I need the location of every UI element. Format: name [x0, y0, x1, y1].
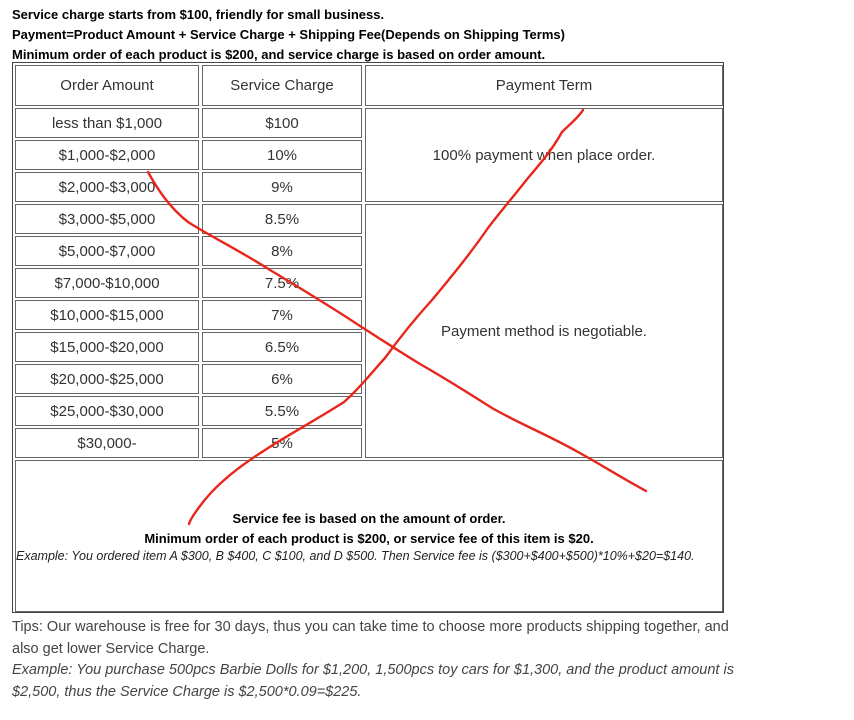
- table-row-charge: 5%: [202, 428, 362, 458]
- table-row-amount: $2,000-$3,000: [15, 172, 199, 202]
- table-row-amount: $25,000-$30,000: [15, 396, 199, 426]
- service-fee-note: [15, 460, 723, 612]
- tips-text: Tips: Our warehouse is free for 30 days, thus you can take time to choose more products shipping together, and also get lower Service Charge.: [12, 619, 729, 657]
- table-row-amount: $30,000-: [15, 428, 199, 458]
- table-row-charge: 8%: [202, 236, 362, 266]
- payment-term-negotiable: Payment method is negotiable.: [365, 204, 723, 458]
- note-line-1: Service fee is based on the amount of order.: [232, 511, 506, 526]
- table-row-amount: $10,000-$15,000: [15, 300, 199, 330]
- table-row-charge: 9%: [202, 172, 362, 202]
- intro-text: [12, 5, 565, 65]
- header-service-charge: Service Charge: [202, 65, 362, 106]
- table-row-charge: 7.5%: [202, 268, 362, 298]
- table-row-charge: 5.5%: [202, 396, 362, 426]
- table-row-charge: 8.5%: [202, 204, 362, 234]
- table-row-charge: 6.5%: [202, 332, 362, 362]
- note-example: Example: You ordered item A $300, B $400, C $100, and D $500. Then Service fee is ($300+$400+$500)*10%+$20=$140.: [16, 549, 695, 563]
- header-order-amount: Order Amount: [15, 65, 199, 106]
- table-row-amount: $1,000-$2,000: [15, 140, 199, 170]
- table-row-charge: 7%: [202, 300, 362, 330]
- table-row-charge: 6%: [202, 364, 362, 394]
- note-line-2: Minimum order of each product is $200, or service fee of this item is $20.: [144, 531, 594, 546]
- table-row-charge: $100: [202, 108, 362, 138]
- table-row-amount: less than $1,000: [15, 108, 199, 138]
- intro-line-3: Minimum order of each product is $200, and service charge is based on order amount.: [12, 47, 546, 62]
- intro-line-1: Service charge starts from $100, friendly for small business.: [12, 7, 385, 22]
- intro-line-2: Payment=Product Amount + Service Charge + Shipping Fee(Depends on Shipping Terms): [12, 27, 565, 42]
- table-row-charge: 10%: [202, 140, 362, 170]
- tips-example: Example: You purchase 500pcs Barbie Dolls for $1,200, 1,500pcs toy cars for $1,300, and the product amount is $2,500, thus the Service Charge is $2,500*0.09=$225.: [12, 662, 734, 700]
- table-row-amount: $15,000-$20,000: [15, 332, 199, 362]
- header-payment-term: Payment Term: [365, 65, 723, 106]
- payment-term-full: 100% payment when place order.: [365, 108, 723, 202]
- tips-section: [12, 617, 752, 703]
- table-row-amount: $5,000-$7,000: [15, 236, 199, 266]
- table-row-amount: $7,000-$10,000: [15, 268, 199, 298]
- table-row-amount: $3,000-$5,000: [15, 204, 199, 234]
- table-row-amount: $20,000-$25,000: [15, 364, 199, 394]
